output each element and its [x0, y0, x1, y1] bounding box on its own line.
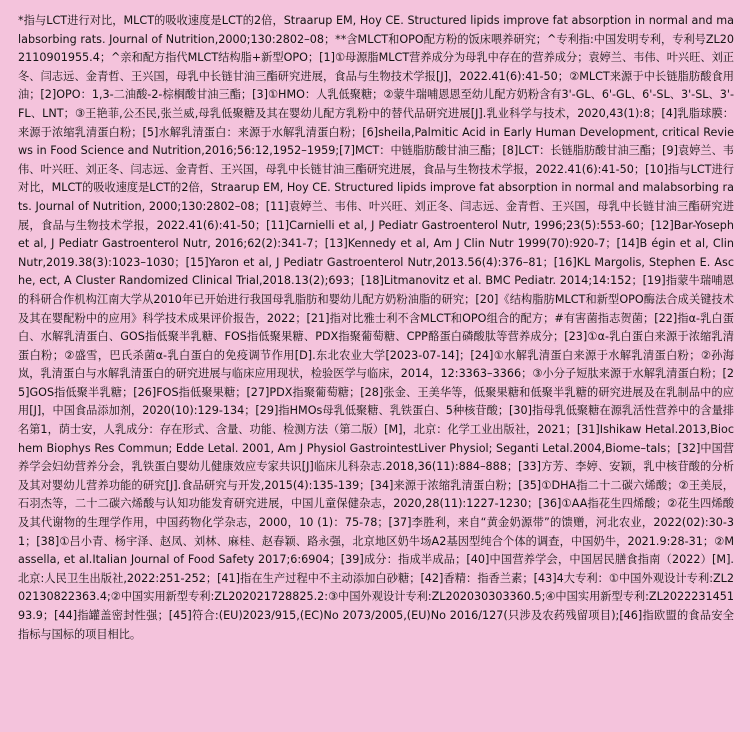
references-text-block: *指与LCT进行对比，MLCT的吸收速度是LCT的2倍，Straarup EM, Hoy CE. Structured lipids improve fat absorption in normal and malabsorbing rats. Journal of Nutrition,2000;130:2802–08；**含MLCT和OPO配方粉的饭床喂养研究；^专利指:中国发明专利，专利号ZL202110901955.4；^亲和配方指代MLCT结构脂+新型OPO；[1]①母源脂MLCT营养成分为母乳中存在的营养成分；袁婷兰、韦伟、叶兴旺、刘正冬、闫志远、金青哲、王兴国，母乳中长链甘油三酯研究进展，食品与生物技术学报[J]，2022.41(6):41-50；②MLCT来源于中长链脂肪酸食用油；[2]OPO：1,3-二油酸-2-棕榈酸甘油三酯；[3]①HMO：人乳低聚糖；②蒙牛瑞哺恩恩至幼儿配方奶粉含有3'-GL、6'-GL、6'-SL、3'-SL、3'-FL、LNT；③王艳菲,公丕民,张兰威,母乳低聚糖及其在婴幼儿配方乳粉中的替代品研究进展[J].乳业科学与技术，2020,43(1):8；[4]乳脂球膜：来源于浓缩乳清蛋白粉；[5]水解乳清蛋白：来源于水解乳清蛋白粉；[6]sheila,Palmitic Acid in Early Human Development, critical Reviews in Food Science and Nutrition,2016;56:12,1952–1959;[7]MCT：中链脂肪酸甘油三酯；[8]LCT：长链脂肪酸甘油三酯；[9]袁婷兰、韦伟、叶兴旺、刘正冬、闫志远、金青哲、王兴国，母乳中长链甘油三酯研究进展，食品与生物技术学报，2022.41(6):41-50；[10]指与LCT进行对比，MLCT的吸收速度是LCT的2倍，Straarup EM, Hoy CE. Structured lipids improve fat absorption in normal and malabsorbing rats. Journal of Nutrition, 2000;130:2802–08；[11]袁婷兰、韦伟、叶兴旺、刘正冬、闫志远、金青哲、王兴国，母乳中长链甘油三酯研究进展，食品与生物技术学报，2022.41(6):41-50；[11]Carnielli et al, J Pediatr Gastroenterol Nutr, 1996;23(5):553-60；[12]Bar-Yoseph et al, J Pediatr Gastroenterol Nutr, 2016;62(2):341-7；[13]Kennedy et al, Am J Clin Nutr 1999(70):920-7；[14]B égin et al, Clin Nutr,2019.38(3):1023–1030；[15]Yaron et al, J Pediatr Gastroenterol Nutr,2013.56(4):376–81；[16]KL Margolis, Stephen E. Asche, ect, A Cluster Randomized Clinical Trial,2018.13(2);693；[18]Litmanovitz et al. BMC Pediatr. 2014;14:152；[19]指蒙牛瑞哺恩的科研合作机构江南大学从2010年已开始进行我国母乳脂肪和婴幼儿配方奶粉油脂的研究；[20]《结构脂肪MLCT和新型OPO酶法合成关键技术及其在婴配粉中的应用》科学技术成果评价报告，2022；[21]指对比雅士利不含MLCT和OPO组合的配方；#有害菌指志贺菌；[22]指α-乳白蛋白、水解乳清蛋白、GOS指低聚半乳糖、FOS指低聚果糖、PDX指聚葡萄糖、CPP酪蛋白磷酸肽等营养成分；[23]①α-乳白蛋白来源于浓缩乳清蛋白粉；②盛雪，巴氏杀菌α-乳白蛋白的免疫调节作用[D].东北农业大学[2023-07-14]；[24]①水解乳清蛋白来源于水解乳清蛋白粉；②孙海岚，乳清蛋白与水解乳清蛋白的研究进展与临床应用现状，检验医学与临床，2014，12:3363–3366；③小分子短肽来源于水解乳清蛋白粉；[25]GOS指低聚半乳糖；[26]FOS指低聚果糖；[27]PDX指聚葡萄糖；[28]张金、王美华等，低聚果糖和低聚半乳糖的研究进展及在乳制品中的应用[J]，中国食品添加剂，2020(10):129-134；[29]指HMOs母乳低聚糖、乳铁蛋白、5种核苷酸；[30]指母乳低聚糖在源乳活性营养中的含量排名第1，荫士安，人乳成分：存在形式、含量、功能、检测方法（第二版）[M]，北京：化学工业出版社，2021；[31]Ishikaw Hetal.2013,Biochem Biophys Res Commun; Edde Letal. 2001, Am J Physiol GastrointestLiver Physiol; Seganti Letal.2004,Biome–tals；[32]中国营养学会妇幼营养分会，乳铁蛋白婴幼儿健康效应专家共识[J]临床儿科杂志.2018,36(11):884–888；[33]方芳、李婷、安颖，乳中核苷酸的分析及其对婴幼儿营养功能的研究[J].食品研究与开发,2015(4):135-139；[34]来源于浓缩乳清蛋白粉；[35]①DHA指二十二碳六烯酸；②王美辰，石羽杰等，二十二碳六烯酸与认知功能发育研究进展，中国儿童保健杂志，2020,28(11):1227-1230；[36]①AA指花生四烯酸；②花生四烯酸及其代谢物的生理学作用，中国药物化学杂志，2000，10 (1)：75-78；[37]李胜利，来自“黄金奶源带”的馈赠，河北农业，2022(02):30-31；[38]①吕小青、杨宇泽、赵凤、刘林、麻桂、赵春颖、路永强，北京地区奶牛场A2基因型纯合个体的调查，中国奶牛，2021.9:28-31；②Massella, et al.Italian Journal of Food Safety 2017;6:6904；[39]成分：指成半成品；[40]中国营养学会，中国居民膳食指南（2022）[M].北京:人民卫生出版社,2022:251-252；[41]指在生产过程中不主动添加白砂糖；[42]香精：指香兰素；[43]4大专利：①中国外观设计专利:ZL202130822363.4;②中国实用新型专利:ZL202021728825.2:③中国外观设计专利:ZL202030303360.5;④中国实用新型专利:ZL202223145193.9；[44]指罐盖密封性强；[45]符合:(EU)2023/915,(EC)No 2073/2005,(EU)No 2016/127(只涉及农药残留项目);[46]指欧盟的食品安全指标与国标的项目相比。 — [18, 14, 734, 641]
